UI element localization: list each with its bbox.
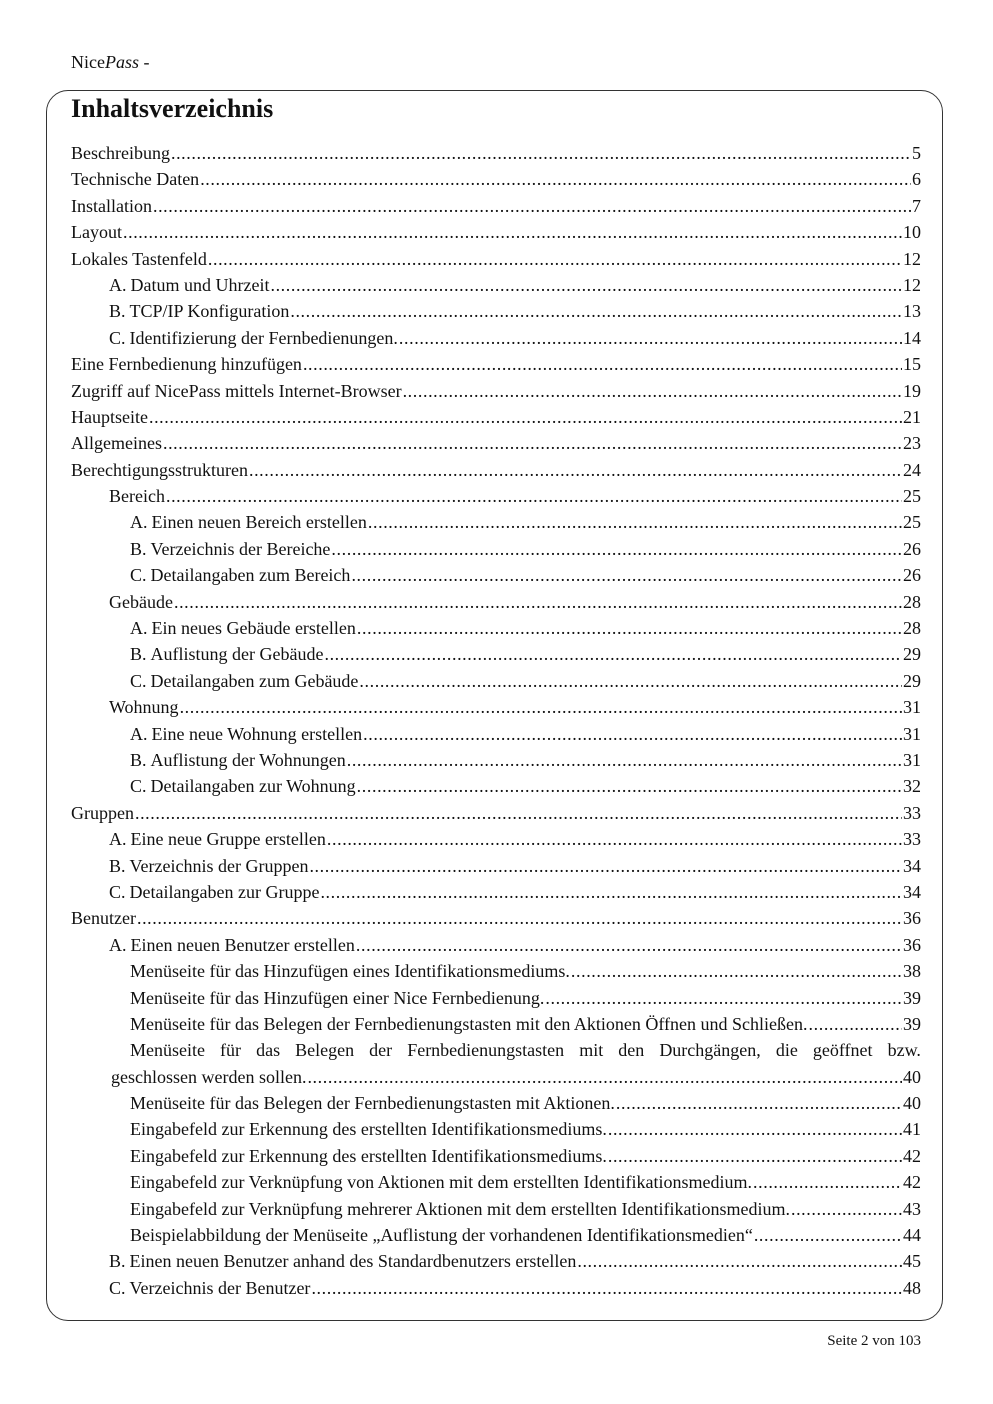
toc-entry-text: Einen neuen Bereich erstellen bbox=[151, 512, 367, 533]
toc-entry-label bbox=[71, 905, 136, 931]
toc-page-number: 13 bbox=[903, 301, 921, 322]
toc-entry-text: Eingabefeld zur Erkennung des erstellten Identifikationsmediums. bbox=[130, 1145, 607, 1166]
toc-leader-dots bbox=[356, 932, 902, 958]
toc-leader-dots bbox=[270, 272, 902, 298]
toc-entry-text: Lokales Tastenfeld bbox=[71, 248, 207, 269]
toc-word: Belegen bbox=[295, 1040, 355, 1061]
toc-page-number: 24 bbox=[903, 459, 921, 480]
toc-entry-text: Gebäude bbox=[109, 591, 173, 612]
toc-entry-text: Menüseite für das Hinzufügen einer Nice Fernbedienung. bbox=[130, 987, 545, 1008]
toc-entry-label bbox=[109, 298, 289, 324]
toc-entry-label bbox=[130, 985, 544, 1011]
toc-entry-label bbox=[130, 1143, 607, 1169]
toc-leader-dots bbox=[608, 1116, 902, 1142]
toc-entry[interactable] bbox=[71, 721, 921, 747]
toc-entry-label bbox=[71, 351, 302, 377]
toc-entry-label bbox=[109, 853, 308, 879]
toc-entry-number: B. bbox=[109, 1251, 126, 1272]
toc-entry[interactable] bbox=[71, 246, 921, 272]
toc-entry-text: Verzeichnis der Benutzer bbox=[129, 1277, 311, 1298]
toc-entry-text: Menüseite für das Belegen der Fernbedienungstasten mit den Aktionen Öffnen und Schließen. bbox=[130, 1013, 808, 1034]
toc-leader-dots bbox=[351, 562, 902, 588]
toc-entry-text: Menüseite für das Hinzufügen eines Identifikationsmediums. bbox=[130, 961, 570, 982]
toc-entry-number: C. bbox=[109, 881, 126, 902]
toc-entry[interactable] bbox=[71, 879, 921, 905]
toc-entry-label bbox=[130, 1011, 808, 1037]
toc-leader-dots bbox=[320, 879, 902, 905]
toc-page-number: 39 bbox=[903, 1013, 921, 1034]
toc-entry[interactable] bbox=[71, 958, 921, 984]
toc-word: Menüseite bbox=[130, 1040, 205, 1061]
toc-page-number: 21 bbox=[903, 406, 921, 427]
toc-word: der bbox=[369, 1040, 393, 1061]
toc-page-number: 12 bbox=[903, 274, 921, 295]
toc-entry-number: C. bbox=[130, 670, 147, 691]
toc-word: geöffnet bbox=[812, 1040, 873, 1061]
table-of-contents bbox=[71, 140, 921, 1301]
toc-entry-label bbox=[109, 589, 173, 615]
toc-entry-text: Eingabefeld zur Erkennung des erstellten Identifikationsmediums. bbox=[130, 1119, 607, 1140]
toc-entry[interactable] bbox=[71, 905, 921, 931]
toc-entry[interactable] bbox=[71, 694, 921, 720]
toc-entry-text: Identifizierung der Fernbedienungen. bbox=[129, 327, 398, 348]
toc-leader-dots bbox=[153, 193, 911, 219]
toc-page-number: 25 bbox=[903, 512, 921, 533]
toc-leader-dots bbox=[200, 166, 911, 192]
toc-page-number: 31 bbox=[903, 749, 921, 770]
toc-entry-number: C. bbox=[109, 327, 126, 348]
toc-entry-number: A. bbox=[109, 829, 127, 850]
toc-entry-text: Eine neue Gruppe erstellen bbox=[130, 829, 326, 850]
toc-leader-dots bbox=[403, 378, 902, 404]
toc-entry[interactable] bbox=[71, 641, 921, 667]
toc-leader-dots bbox=[135, 800, 902, 826]
toc-page-number: 19 bbox=[903, 380, 921, 401]
toc-page-number: 40 bbox=[903, 1093, 921, 1114]
toc-leader-dots bbox=[791, 1196, 902, 1222]
toc-entry-label bbox=[71, 800, 134, 826]
toc-entry-text: Verzeichnis der Gruppen bbox=[129, 855, 309, 876]
toc-entry[interactable] bbox=[71, 615, 921, 641]
toc-page-number: 41 bbox=[903, 1119, 921, 1140]
toc-page-number: 26 bbox=[903, 538, 921, 559]
toc-entry[interactable] bbox=[71, 562, 921, 588]
toc-entry-text: TCP/IP Konfiguration bbox=[129, 301, 290, 322]
toc-entry-label bbox=[130, 509, 367, 535]
toc-page-number: 28 bbox=[903, 591, 921, 612]
toc-entry[interactable] bbox=[71, 668, 921, 694]
toc-leader-dots bbox=[545, 985, 902, 1011]
toc-leader-dots bbox=[249, 457, 902, 483]
toc-entry-label bbox=[109, 826, 326, 852]
toc-entry-label bbox=[71, 219, 122, 245]
toc-leader-dots bbox=[616, 1090, 902, 1116]
toc-leader-dots bbox=[754, 1222, 902, 1248]
toc-leader-dots bbox=[357, 615, 902, 641]
toc-entry-text: Eingabefeld zur Verknüpfung von Aktionen mit dem erstellten Identifikationsmedium. bbox=[130, 1172, 753, 1193]
toc-leader-dots bbox=[290, 298, 902, 324]
toc-entry-label bbox=[71, 166, 199, 192]
toc-leader-dots bbox=[357, 773, 902, 799]
toc-entry[interactable] bbox=[71, 1064, 921, 1090]
toc-entry-text: Installation bbox=[71, 195, 152, 216]
toc-leader-dots bbox=[368, 509, 902, 535]
toc-page-number: 39 bbox=[903, 987, 921, 1008]
toc-entry[interactable] bbox=[71, 272, 921, 298]
toc-entry-text: Detailangaben zum Gebäude bbox=[150, 670, 359, 691]
toc-entry[interactable] bbox=[71, 1090, 921, 1116]
brand-italic: Pass bbox=[104, 52, 139, 72]
toc-entry-label bbox=[71, 193, 152, 219]
toc-leader-dots bbox=[180, 694, 902, 720]
toc-entry-number: B. bbox=[109, 301, 126, 322]
page-footer: Seite 2 von 103 bbox=[827, 1333, 921, 1349]
toc-entry-text: Beispielabbildung der Menüseite „Auflistung der vorhandenen Identifikationsmedien“ bbox=[130, 1225, 753, 1246]
toc-word: bzw. bbox=[887, 1040, 921, 1061]
toc-entry[interactable] bbox=[71, 826, 921, 852]
toc-entry-text: Layout bbox=[71, 222, 122, 243]
page-header bbox=[71, 52, 150, 73]
toc-entry-text: Eine neue Wohnung erstellen bbox=[151, 723, 363, 744]
toc-leader-dots bbox=[166, 483, 902, 509]
toc-entry[interactable] bbox=[71, 1196, 921, 1222]
toc-entry-text: Benutzer bbox=[71, 908, 136, 929]
toc-entry[interactable] bbox=[71, 1248, 921, 1274]
toc-entry-label bbox=[71, 378, 402, 404]
toc-entry-wrapped-line[interactable] bbox=[71, 1037, 921, 1063]
toc-page-number: 23 bbox=[903, 433, 921, 454]
toc-word: Fernbedienungstasten bbox=[407, 1040, 565, 1061]
toc-page-number: 33 bbox=[903, 802, 921, 823]
toc-leader-dots bbox=[149, 404, 902, 430]
toc-entry-text: Auflistung der Gebäude bbox=[150, 644, 324, 665]
toc-entry[interactable] bbox=[71, 1222, 921, 1248]
toc-page-number: 42 bbox=[903, 1172, 921, 1193]
toc-page-number: 43 bbox=[903, 1198, 921, 1219]
toc-leader-dots bbox=[363, 721, 902, 747]
toc-word: Durchgängen, bbox=[659, 1040, 761, 1061]
toc-word: das bbox=[256, 1040, 281, 1061]
toc-entry[interactable] bbox=[71, 140, 921, 166]
toc-entry[interactable] bbox=[71, 536, 921, 562]
toc-entry-number: C. bbox=[130, 565, 147, 586]
toc-page-number: 38 bbox=[903, 961, 921, 982]
toc-entry[interactable] bbox=[71, 1143, 921, 1169]
toc-leader-dots bbox=[331, 536, 902, 562]
toc-entry-label bbox=[130, 1116, 607, 1142]
toc-entry-label bbox=[71, 246, 207, 272]
toc-word: den bbox=[618, 1040, 645, 1061]
toc-leader-dots bbox=[208, 246, 902, 272]
toc-page-number: 36 bbox=[903, 934, 921, 955]
toc-leader-dots bbox=[809, 1011, 902, 1037]
toc-entry[interactable] bbox=[71, 351, 921, 377]
toc-leader-dots bbox=[311, 1275, 902, 1301]
toc-entry[interactable] bbox=[71, 853, 921, 879]
toc-entry[interactable] bbox=[71, 773, 921, 799]
toc-entry[interactable] bbox=[71, 1011, 921, 1037]
toc-leader-dots bbox=[399, 325, 902, 351]
toc-entry-label bbox=[130, 615, 356, 641]
toc-leader-dots bbox=[174, 589, 902, 615]
toc-entry-number: C. bbox=[130, 776, 147, 797]
toc-entry-text: Technische Daten bbox=[71, 169, 200, 190]
toc-entry-text: Datum und Uhrzeit bbox=[130, 274, 270, 295]
toc-entry-label: geschlossen werden sollen. bbox=[111, 1066, 307, 1087]
toc-page-number: 34 bbox=[903, 881, 921, 902]
toc-page-number: 36 bbox=[903, 908, 921, 929]
toc-page-number: 15 bbox=[903, 354, 921, 375]
toc-entry[interactable] bbox=[71, 932, 921, 958]
toc-leader-dots bbox=[753, 1169, 902, 1195]
toc-leader-dots bbox=[163, 430, 902, 456]
toc-entry-text: Eingabefeld zur Verknüpfung mehrerer Aktionen mit dem erstellten Identifikationsmedium. bbox=[130, 1198, 790, 1219]
brand-plain: Nice bbox=[71, 52, 105, 72]
toc-entry-text: Detailangaben zur Wohnung bbox=[150, 776, 356, 797]
toc-entry-label bbox=[71, 457, 248, 483]
toc-entry[interactable] bbox=[71, 1169, 921, 1195]
toc-word: die bbox=[775, 1040, 798, 1061]
toc-entry-number: A. bbox=[109, 274, 127, 295]
toc-entry-number: A. bbox=[130, 618, 148, 639]
toc-entry[interactable] bbox=[71, 430, 921, 456]
toc-entry-label bbox=[109, 932, 355, 958]
toc-entry-number: B. bbox=[130, 538, 147, 559]
toc-entry-text: Berechtigungsstrukturen bbox=[71, 459, 248, 480]
toc-word: für bbox=[220, 1040, 242, 1061]
toc-entry-label bbox=[109, 879, 319, 905]
toc-entry[interactable] bbox=[71, 193, 921, 219]
toc-entry-number: B. bbox=[130, 749, 147, 770]
toc-entry-label bbox=[71, 140, 170, 166]
toc-entry-text: Zugriff auf NicePass mittels Internet-Browser bbox=[71, 380, 402, 401]
toc-leader-dots bbox=[171, 140, 911, 166]
toc-leader-dots bbox=[309, 853, 902, 879]
toc-entry[interactable] bbox=[71, 1116, 921, 1142]
toc-entry-number: A. bbox=[109, 934, 127, 955]
toc-page-number: 44 bbox=[903, 1225, 921, 1246]
toc-entry-number: B. bbox=[109, 855, 126, 876]
toc-page-number: 7 bbox=[912, 195, 921, 216]
toc-entry-label bbox=[130, 536, 330, 562]
toc-leader-dots bbox=[123, 219, 902, 245]
toc-entry-number: A. bbox=[130, 723, 148, 744]
toc-leader-dots bbox=[324, 641, 902, 667]
toc-leader-dots bbox=[608, 1143, 902, 1169]
toc-entry-text: Bereich bbox=[109, 486, 165, 507]
toc-entry-label bbox=[130, 641, 323, 667]
toc-page-number: 34 bbox=[903, 855, 921, 876]
toc-page-number: 33 bbox=[903, 829, 921, 850]
toc-page-number: 31 bbox=[903, 723, 921, 744]
toc-page-number: 25 bbox=[903, 486, 921, 507]
toc-entry[interactable] bbox=[71, 325, 921, 351]
toc-entry-text: Auflistung der Wohnungen bbox=[150, 749, 346, 770]
toc-page-number: 29 bbox=[903, 670, 921, 691]
toc-leader-dots bbox=[359, 668, 902, 694]
toc-entry-text: Eine Fernbedienung hinzufügen bbox=[71, 354, 302, 375]
toc-entry[interactable] bbox=[71, 219, 921, 245]
toc-entry[interactable] bbox=[71, 483, 921, 509]
toc-entry-label bbox=[130, 747, 346, 773]
toc-page-number: 40 bbox=[903, 1066, 921, 1087]
header-suffix: - bbox=[139, 52, 150, 72]
toc-entry-text: Einen neuen Benutzer erstellen bbox=[130, 934, 355, 955]
toc-page-number: 12 bbox=[903, 248, 921, 269]
toc-entry-label bbox=[130, 1222, 753, 1248]
toc-entry-text: Einen neuen Benutzer anhand des Standardbenutzers erstellen bbox=[129, 1251, 577, 1272]
toc-entry[interactable] bbox=[71, 985, 921, 1011]
toc-entry-label bbox=[71, 430, 162, 456]
toc-entry-text: Verzeichnis der Bereiche bbox=[150, 538, 331, 559]
toc-page-number: 32 bbox=[903, 776, 921, 797]
toc-entry-label bbox=[71, 404, 148, 430]
toc-entry-number: A. bbox=[130, 512, 148, 533]
toc-page-number: 14 bbox=[903, 327, 921, 348]
toc-entry-label bbox=[130, 668, 358, 694]
toc-entry[interactable] bbox=[71, 747, 921, 773]
toc-page-number: 6 bbox=[912, 169, 921, 190]
toc-entry-number: B. bbox=[130, 644, 147, 665]
toc-entry[interactable] bbox=[71, 404, 921, 430]
toc-entry[interactable] bbox=[71, 509, 921, 535]
toc-entry-label bbox=[109, 325, 398, 351]
toc-entry-label bbox=[130, 958, 570, 984]
toc-entry-label bbox=[130, 773, 356, 799]
toc-entry-text: Hauptseite bbox=[71, 406, 148, 427]
toc-entry-label bbox=[130, 562, 350, 588]
toc-leader-dots bbox=[347, 747, 902, 773]
toc-entry-label bbox=[109, 483, 165, 509]
toc-page-number: 42 bbox=[903, 1145, 921, 1166]
toc-entry-label bbox=[130, 1090, 615, 1116]
toc-page-number: 10 bbox=[903, 222, 921, 243]
toc-entry-label bbox=[130, 1169, 752, 1195]
toc-entry[interactable] bbox=[71, 298, 921, 324]
toc-leader-dots bbox=[571, 958, 902, 984]
toc-entry-text: Gruppen bbox=[71, 802, 134, 823]
toc-page-number: 26 bbox=[903, 565, 921, 586]
toc-word: mit bbox=[579, 1040, 604, 1061]
toc-entry-number: C. bbox=[109, 1277, 126, 1298]
page-title: Inhaltsverzeichnis bbox=[71, 94, 274, 123]
toc-entry-label bbox=[130, 1196, 790, 1222]
toc-entry[interactable] bbox=[71, 800, 921, 826]
toc-entry[interactable] bbox=[71, 166, 921, 192]
toc-leader-dots bbox=[577, 1248, 902, 1274]
toc-leader-dots bbox=[137, 905, 902, 931]
toc-entry-label bbox=[109, 272, 269, 298]
toc-page-number: 28 bbox=[903, 618, 921, 639]
toc-entry-text: Beschreibung bbox=[71, 143, 170, 163]
toc-entry-text: Allgemeines bbox=[71, 433, 162, 454]
toc-entry-text: Ein neues Gebäude erstellen bbox=[151, 618, 356, 639]
toc-page-number: 45 bbox=[903, 1251, 921, 1272]
toc-entry[interactable] bbox=[71, 457, 921, 483]
toc-entry-text: Menüseite für das Belegen der Fernbedienungstasten mit Aktionen. bbox=[130, 1093, 615, 1114]
toc-leader-dots bbox=[307, 1064, 902, 1090]
toc-entry-text: Wohnung bbox=[109, 697, 179, 718]
toc-leader-dots bbox=[303, 351, 902, 377]
toc-entry-text: Detailangaben zur Gruppe bbox=[129, 881, 320, 902]
toc-page-number: 31 bbox=[903, 697, 921, 718]
toc-entry-label bbox=[109, 694, 179, 720]
toc-page-number: 29 bbox=[903, 644, 921, 665]
toc-entry[interactable] bbox=[71, 589, 921, 615]
toc-entry-text: Detailangaben zum Bereich bbox=[150, 565, 351, 586]
toc-entry-label bbox=[109, 1248, 576, 1274]
toc-entry[interactable] bbox=[71, 378, 921, 404]
toc-leader-dots bbox=[327, 826, 902, 852]
toc-page-number: 5 bbox=[912, 143, 921, 163]
toc-entry[interactable] bbox=[71, 1275, 921, 1301]
toc-entry-label bbox=[130, 721, 362, 747]
toc-entry-label bbox=[109, 1275, 310, 1301]
toc-page-number: 48 bbox=[903, 1277, 921, 1298]
